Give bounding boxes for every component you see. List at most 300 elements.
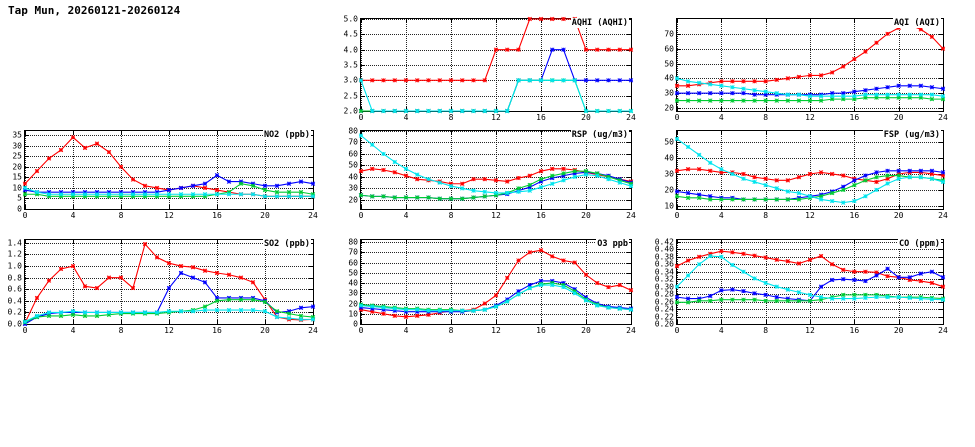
series-marker-cyan: [370, 109, 374, 113]
chart-title-o3: O3 ppb: [597, 239, 628, 249]
series-marker-red: [618, 283, 622, 287]
series-marker-green: [731, 99, 735, 103]
x-tick-label: 0: [22, 211, 28, 220]
series-marker-cyan: [179, 309, 183, 313]
x-tick-label: 4: [718, 113, 724, 122]
y-tick-label: 60: [348, 258, 358, 268]
series-marker-green: [686, 99, 690, 103]
y-tick-label: 20: [348, 195, 358, 205]
series-marker-red: [742, 172, 746, 176]
series-marker-green: [841, 293, 845, 297]
series-marker-cyan: [595, 109, 599, 113]
series-marker-green: [47, 314, 51, 318]
series-marker-cyan: [107, 192, 111, 196]
plot-area-aqhi: [343, 14, 636, 122]
series-marker-cyan: [494, 109, 498, 113]
series-marker-cyan: [584, 173, 588, 177]
series-marker-blue: [675, 190, 679, 194]
series-marker-red: [143, 242, 147, 246]
chart-panel-no2: [12, 130, 318, 220]
series-marker-cyan: [155, 311, 159, 315]
x-tick-label: 24: [938, 113, 948, 122]
y-tick-label: 0.2: [7, 307, 22, 317]
series-marker-green: [742, 298, 746, 302]
series-marker-green: [886, 174, 890, 178]
series-marker-cyan: [908, 93, 912, 97]
series-marker-cyan: [919, 297, 923, 301]
series-marker-cyan: [584, 109, 588, 113]
series-layer-o3: [361, 240, 631, 324]
y-tick-label: 40: [348, 172, 358, 182]
series-marker-cyan: [287, 316, 291, 320]
x-tick-label: 0: [674, 211, 680, 220]
series-marker-cyan: [697, 153, 701, 157]
x-tick-label: 24: [938, 326, 948, 335]
series-marker-cyan: [562, 178, 566, 182]
series-marker-red: [819, 170, 823, 174]
series-marker-blue: [742, 289, 746, 293]
series-marker-cyan: [897, 93, 901, 97]
series-marker-cyan: [830, 199, 834, 203]
x-tickmark: [631, 131, 632, 135]
series-marker-red: [753, 79, 757, 83]
series-marker-red: [719, 79, 723, 83]
series-marker-red: [47, 157, 51, 161]
series-marker-cyan: [864, 93, 868, 97]
y-gridline: [25, 209, 313, 210]
series-marker-blue: [287, 182, 291, 186]
x-tick-label: 0: [674, 326, 680, 335]
x-tick-label: 0: [22, 326, 28, 335]
series-marker-cyan: [299, 317, 303, 321]
series-marker-red: [35, 296, 39, 300]
series-marker-red: [797, 175, 801, 179]
series-marker-cyan: [764, 281, 768, 285]
series-marker-cyan: [830, 297, 834, 301]
series-marker-red: [483, 78, 487, 82]
series-marker-cyan: [675, 285, 679, 289]
series-marker-blue: [675, 295, 679, 299]
y-tick-label: 50: [348, 268, 358, 278]
series-marker-cyan: [427, 177, 431, 181]
series-marker-red: [875, 180, 879, 184]
series-marker-red: [393, 314, 397, 318]
series-marker-cyan: [830, 94, 834, 98]
y-tick-label: 0: [17, 204, 22, 214]
series-marker-red: [47, 279, 51, 283]
series-marker-blue: [764, 293, 768, 297]
series-marker-cyan: [775, 285, 779, 289]
x-tick-label: 8: [763, 211, 769, 220]
series-marker-cyan: [227, 192, 231, 196]
series-marker-red: [719, 249, 723, 253]
x-tick-label: 20: [893, 211, 904, 220]
series-marker-cyan: [919, 175, 923, 179]
series-marker-green: [719, 298, 723, 302]
x-tick-label: 16: [536, 113, 546, 122]
y-tick-label: 30: [348, 183, 358, 193]
series-marker-green: [686, 300, 690, 304]
series-marker-green: [830, 191, 834, 195]
series-marker-cyan: [311, 194, 315, 198]
series-marker-blue: [275, 184, 279, 188]
series-marker-cyan: [359, 134, 363, 138]
series-marker-cyan: [71, 309, 75, 313]
y-tick-label: 3.5: [343, 60, 358, 70]
x-gridline: [943, 131, 944, 209]
series-marker-red: [107, 276, 111, 280]
series-marker-green: [786, 198, 790, 202]
series-marker-red: [472, 177, 476, 181]
series-marker-red: [191, 265, 195, 269]
series-marker-cyan: [539, 283, 543, 287]
chart-panel-aqhi: [343, 14, 636, 122]
series-marker-green: [797, 99, 801, 103]
y-tick-label: 0.30: [654, 282, 674, 292]
series-marker-blue: [775, 295, 779, 299]
y-tick-label: 10: [12, 183, 22, 193]
series-marker-red: [415, 177, 419, 181]
series-marker-blue: [930, 85, 934, 89]
series-marker-cyan: [370, 143, 374, 147]
y-tick-label: 0.36: [654, 259, 674, 269]
series-marker-cyan: [797, 290, 801, 294]
plot-area-fsp: [664, 130, 948, 220]
series-marker-red: [382, 78, 386, 82]
x-tick-label: 20: [581, 211, 591, 220]
plot-area-co: [654, 237, 948, 335]
x-tick-label: 20: [581, 326, 591, 335]
series-marker-cyan: [472, 309, 476, 313]
y-tick-label: 70: [664, 29, 674, 39]
series-marker-cyan: [797, 93, 801, 97]
series-marker-cyan: [753, 277, 757, 281]
series-marker-red: [83, 284, 87, 288]
series-marker-green: [83, 314, 87, 318]
series-line-red: [25, 137, 313, 196]
y-tick-label: 30: [664, 169, 674, 179]
series-marker-red: [107, 150, 111, 154]
series-marker-red: [629, 48, 633, 52]
series-marker-blue: [875, 274, 879, 278]
series-marker-red: [494, 293, 498, 297]
series-marker-blue: [203, 280, 207, 284]
series-marker-green: [263, 188, 267, 192]
plot-area-so2: [7, 238, 318, 335]
series-marker-red: [797, 75, 801, 79]
series-marker-cyan: [517, 190, 521, 194]
series-marker-blue: [875, 170, 879, 174]
y-tick-label: 40: [348, 278, 358, 288]
series-marker-red: [505, 180, 509, 184]
series-marker-cyan: [607, 177, 611, 181]
series-marker-cyan: [517, 292, 521, 296]
series-marker-cyan: [686, 79, 690, 83]
series-marker-cyan: [71, 192, 75, 196]
series-marker-cyan: [528, 189, 532, 193]
series-marker-cyan: [382, 109, 386, 113]
y-tick-label: 2.5: [343, 91, 358, 101]
series-marker-cyan: [404, 308, 408, 312]
y-tickmark: [939, 324, 943, 325]
series-marker-cyan: [251, 192, 255, 196]
series-marker-green: [753, 198, 757, 202]
series-marker-green: [393, 196, 397, 200]
series-marker-green: [359, 109, 363, 113]
chart-panel-so2: [7, 238, 318, 335]
series-marker-red: [919, 279, 923, 283]
series-marker-red: [731, 250, 735, 254]
y-tick-label: 0.40: [654, 244, 674, 254]
series-marker-green: [287, 190, 291, 194]
series-marker-blue: [852, 178, 856, 182]
x-tickmark: [313, 205, 314, 209]
x-tickmark: [631, 205, 632, 209]
series-marker-green: [517, 186, 521, 190]
x-tick-label: 8: [763, 113, 769, 122]
series-marker-red: [775, 258, 779, 262]
series-marker-red: [841, 65, 845, 69]
series-marker-red: [215, 271, 219, 275]
series-marker-green: [550, 174, 554, 178]
series-marker-blue: [886, 169, 890, 173]
series-marker-cyan: [472, 109, 476, 113]
y-tick-label: 0.28: [654, 289, 674, 299]
series-marker-cyan: [275, 315, 279, 319]
x-tickmark: [631, 320, 632, 324]
y-tick-label: 10: [664, 201, 674, 211]
series-marker-red: [618, 48, 622, 52]
y-tick-label: 0.32: [654, 274, 674, 284]
series-marker-red: [764, 177, 768, 181]
series-marker-blue: [875, 87, 879, 91]
series-marker-red: [203, 269, 207, 273]
y-tick-label: 0.0: [7, 319, 22, 329]
series-line-cyan: [361, 136, 631, 193]
series-marker-red: [562, 167, 566, 171]
series-marker-green: [786, 299, 790, 303]
x-tick-label: 24: [308, 211, 318, 220]
series-marker-cyan: [618, 307, 622, 311]
plot-area-rsp: [348, 126, 636, 220]
series-marker-red: [131, 178, 135, 182]
series-marker-red: [852, 270, 856, 274]
series-marker-red: [864, 50, 868, 54]
series-marker-cyan: [775, 91, 779, 95]
series-marker-red: [808, 258, 812, 262]
series-marker-red: [494, 48, 498, 52]
series-marker-green: [382, 194, 386, 198]
series-marker-cyan: [460, 109, 464, 113]
series-marker-cyan: [83, 192, 87, 196]
series-marker-cyan: [505, 109, 509, 113]
series-marker-red: [131, 286, 135, 290]
y-tick-label: 20: [348, 299, 358, 308]
series-marker-cyan: [786, 93, 790, 97]
series-marker-cyan: [239, 308, 243, 312]
series-marker-blue: [686, 297, 690, 301]
series-marker-red: [852, 57, 856, 61]
series-marker-red: [155, 255, 159, 259]
series-marker-red: [595, 48, 599, 52]
series-marker-cyan: [47, 192, 51, 196]
series-marker-blue: [897, 84, 901, 88]
series-marker-red: [382, 312, 386, 316]
series-marker-cyan: [275, 194, 279, 198]
series-marker-blue: [203, 182, 207, 186]
series-marker-green: [275, 190, 279, 194]
series-marker-red: [528, 17, 532, 21]
chart-title-so2: SO2 (ppb): [263, 239, 310, 249]
y-tick-label: 0.4: [7, 296, 22, 306]
series-marker-red: [472, 78, 476, 82]
x-tick-label: 20: [581, 113, 591, 122]
series-marker-cyan: [35, 314, 39, 318]
y-tick-label: 35: [12, 130, 22, 140]
y-tick-label: 40: [664, 73, 674, 83]
series-marker-cyan: [528, 286, 532, 290]
y-tick-label: 50: [348, 160, 358, 170]
x-tick-label: 12: [164, 326, 174, 335]
series-marker-red: [886, 32, 890, 36]
series-marker-green: [764, 198, 768, 202]
series-marker-red: [686, 259, 690, 263]
series-marker-blue: [886, 267, 890, 271]
x-tickmark: [943, 107, 944, 111]
series-marker-red: [753, 175, 757, 179]
chart-title-rsp: RSP (ug/m3): [571, 130, 628, 140]
series-marker-red: [460, 182, 464, 186]
series-marker-cyan: [449, 184, 453, 188]
series-marker-cyan: [919, 93, 923, 97]
x-tick-label: 16: [536, 326, 546, 335]
y-tick-label: 0.24: [654, 304, 674, 314]
plot-area-aqi: [664, 18, 948, 122]
series-marker-red: [675, 264, 679, 268]
series-marker-green: [775, 299, 779, 303]
y-tick-label: 5: [17, 193, 22, 203]
series-marker-cyan: [819, 295, 823, 299]
series-marker-red: [167, 261, 171, 265]
series-marker-cyan: [595, 174, 599, 178]
series-marker-red: [607, 285, 611, 289]
series-marker-blue: [629, 78, 633, 82]
y-tick-label: 70: [348, 137, 358, 147]
series-marker-cyan: [708, 254, 712, 258]
series-marker-blue: [753, 93, 757, 97]
series-marker-cyan: [719, 167, 723, 171]
series-marker-red: [404, 78, 408, 82]
series-marker-green: [786, 99, 790, 103]
series-marker-red: [539, 169, 543, 173]
series-marker-blue: [919, 272, 923, 276]
series-marker-cyan: [449, 309, 453, 313]
series-marker-cyan: [886, 182, 890, 186]
series-marker-blue: [941, 170, 945, 174]
series-marker-cyan: [215, 192, 219, 196]
series-marker-red: [95, 142, 99, 146]
series-marker-cyan: [95, 311, 99, 315]
series-marker-red: [370, 78, 374, 82]
series-marker-cyan: [573, 175, 577, 179]
x-tick-label: 4: [403, 326, 409, 335]
series-marker-cyan: [675, 76, 679, 80]
x-tickmark: [943, 240, 944, 244]
x-tick-label: 16: [849, 326, 860, 335]
series-marker-green: [251, 298, 255, 302]
series-marker-blue: [930, 169, 934, 173]
series-marker-green: [359, 193, 363, 197]
series-marker-red: [697, 255, 701, 259]
y-tick-label: 50: [664, 59, 674, 69]
series-marker-cyan: [607, 306, 611, 310]
series-marker-cyan: [143, 311, 147, 315]
series-marker-red: [539, 248, 543, 252]
x-tick-label: 24: [938, 211, 948, 220]
chart-title-co: CO (ppm): [899, 239, 940, 249]
series-marker-cyan: [562, 78, 566, 82]
series-marker-cyan: [251, 308, 255, 312]
series-marker-cyan: [550, 78, 554, 82]
y-tick-label: 0.34: [654, 267, 674, 277]
chart-title-no2: NO2 (ppb): [263, 130, 310, 140]
series-marker-red: [886, 274, 890, 278]
chart-panel-fsp: [664, 130, 948, 220]
series-marker-cyan: [438, 109, 442, 113]
series-marker-cyan: [753, 180, 757, 184]
series-marker-cyan: [415, 308, 419, 312]
series-marker-cyan: [629, 109, 633, 113]
series-marker-cyan: [393, 307, 397, 311]
series-marker-green: [299, 314, 303, 318]
x-tick-label: 24: [626, 113, 636, 122]
x-tick-label: 12: [491, 326, 501, 335]
series-marker-cyan: [191, 309, 195, 313]
series-marker-green: [808, 99, 812, 103]
series-marker-cyan: [155, 192, 159, 196]
series-marker-red: [251, 280, 255, 284]
series-marker-green: [742, 99, 746, 103]
series-marker-cyan: [263, 309, 267, 313]
series-marker-red: [505, 48, 509, 52]
series-marker-cyan: [852, 94, 856, 98]
series-marker-red: [764, 256, 768, 260]
series-marker-red: [119, 276, 123, 280]
series-marker-red: [786, 76, 790, 80]
y-tick-label: 30: [12, 141, 22, 151]
series-marker-cyan: [742, 177, 746, 181]
series-marker-cyan: [753, 88, 757, 92]
series-marker-cyan: [618, 181, 622, 185]
x-tick-label: 12: [164, 211, 174, 220]
series-marker-red: [786, 259, 790, 263]
x-tick-label: 24: [308, 326, 318, 335]
series-marker-cyan: [539, 185, 543, 189]
y-tick-label: 20: [664, 185, 674, 195]
series-marker-cyan: [359, 304, 363, 308]
series-marker-cyan: [908, 175, 912, 179]
y-tickmark: [309, 209, 313, 210]
series-marker-blue: [731, 91, 735, 95]
series-marker-cyan: [864, 296, 868, 300]
series-layer-no2: [25, 131, 313, 209]
x-tick-label: 20: [893, 113, 904, 122]
x-tickmark: [313, 240, 314, 244]
series-marker-blue: [897, 169, 901, 173]
series-marker-blue: [708, 91, 712, 95]
series-marker-cyan: [731, 172, 735, 176]
series-marker-green: [227, 298, 231, 302]
